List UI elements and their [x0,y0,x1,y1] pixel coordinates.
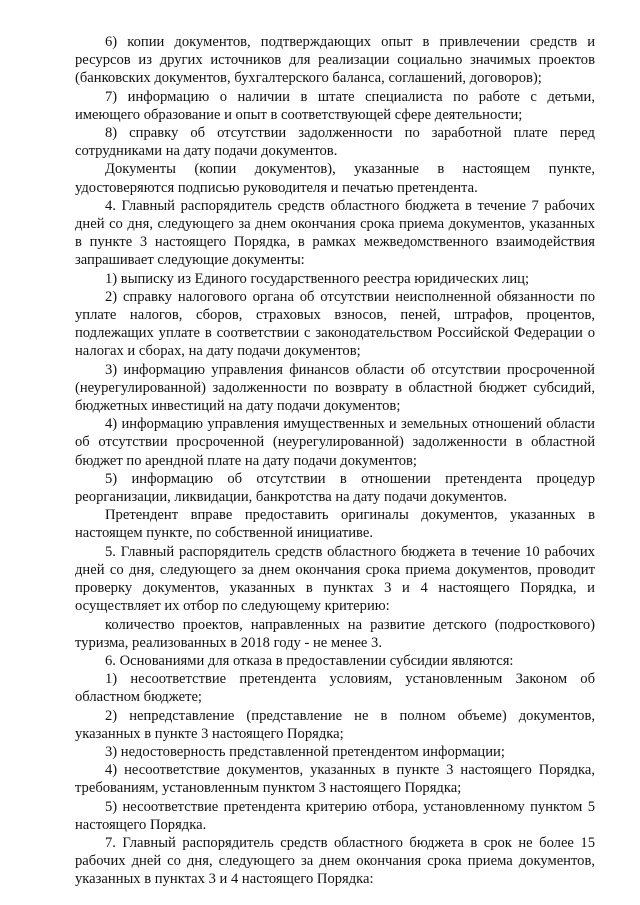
paragraph-item-6-copies: 6) копии документов, подтверждающих опыт в привлечении средств и ресурсов из других источников для реализации социально значимых проектов (банковских документов, бухгалтерского баланса, соглашений, договоров); [75,34,595,87]
paragraph-6-item-2: 2) непредставление (представление не в полном объеме) документов, указанных в пункте 3 настоящего Порядка; [75,707,595,742]
paragraph-documents-certification: Документы (копии документов), указанные в настоящем пункте, удостоверяются подписью руководителя и печатью претендента. [75,161,595,196]
paragraph-4-item-5: 5) информацию об отсутствии в отношении претендента процедур реорганизации, ликвидации, банкротства на дату подачи документов. [75,470,595,506]
paragraph-section-7: 7. Главный распорядитель средств областного бюджета в срок не более 15 рабочих дней со дня, следующего за днем окончания срока приема документов, указанных в пунктах 3 и 4 настоящего Порядка: [75,834,595,888]
paragraph-6-item-4: 4) несоответствие документов, указанных в пункте 3 настоящего Порядка, требованиям, установленным пунктом 3 настоящего Порядка; [75,762,595,797]
paragraph-4-item-2: 2) справку налогового органа об отсутствии неисполненной обязанности по уплате налогов, сборов, страховых взносов, пеней, штрафов, процентов, подлежащих уплате в соответствии с законодательством Российской Федерации о налогах и сборах, на дату подачи документов; [75,288,595,360]
paragraph-4-item-4: 4) информацию управления имущественных и земельных отношений области об отсутствии просроченной (неурегулированной) задолженности в областной бюджет по арендной плате на дату подачи документов; [75,416,595,469]
paragraph-item-8-salary-debt: 8) справку об отсутствии задолженности по заработной плате перед сотрудниками на дату подачи документов. [75,125,595,160]
paragraph-selection-criterion: количество проектов, направленных на развитие детского (подросткового) туризма, реализованных в 2018 году - не менее 3. [75,616,595,651]
paragraph-section-4: 4. Главный распорядитель средств областного бюджета в течение 7 рабочих дней со дня, следующего за днем окончания срока приема документов, указанных в пункте 3 настоящего Порядка, в рамках межведомственного взаимодействия запрашивает следующие документы: [75,197,595,269]
paragraph-6-item-5: 5) несоответствие претендента критерию отбора, установленному пунктом 5 настоящего Порядка. [75,798,595,833]
paragraph-4-item-3: 3) информацию управления финансов области об отсутствии просроченной (неурегулированной) задолженности по возврату в областной бюджет субсидий, бюджетных инвестиций на дату подачи документов; [75,361,595,415]
document-body [75,33,595,889]
paragraph-6-item-1: 1) несоответствие претендента условиям, установленным Законом об областном бюджете; [75,671,595,706]
paragraph-6-item-3: 3) недостоверность представленной претендентом информации; [105,743,505,760]
paragraph-section-6: 6. Основаниями для отказа в предоставлении субсидии являются: [105,652,514,669]
paragraph-section-5: 5. Главный распорядитель средств областного бюджета в течение 10 рабочих дней со дня, следующего за днем окончания срока приема документов, проводит проверку документов, указанных в пунктах 3 и 4 настоящего Порядка, и осуществляет их отбор по следующему критерию: [75,543,595,615]
paragraph-4-item-1: 1) выписку из Единого государственного реестра юридических лиц; [105,270,530,287]
paragraph-originals-initiative: Претендент вправе предоставить оригиналы документов, указанных в настоящем пункте, по собственной инициативе. [75,507,595,542]
paragraph-item-7-specialist: 7) информацию о наличии в штате специалиста по работе с детьми, имеющего образование и опыт в соответствующей сфере деятельности; [75,88,595,123]
